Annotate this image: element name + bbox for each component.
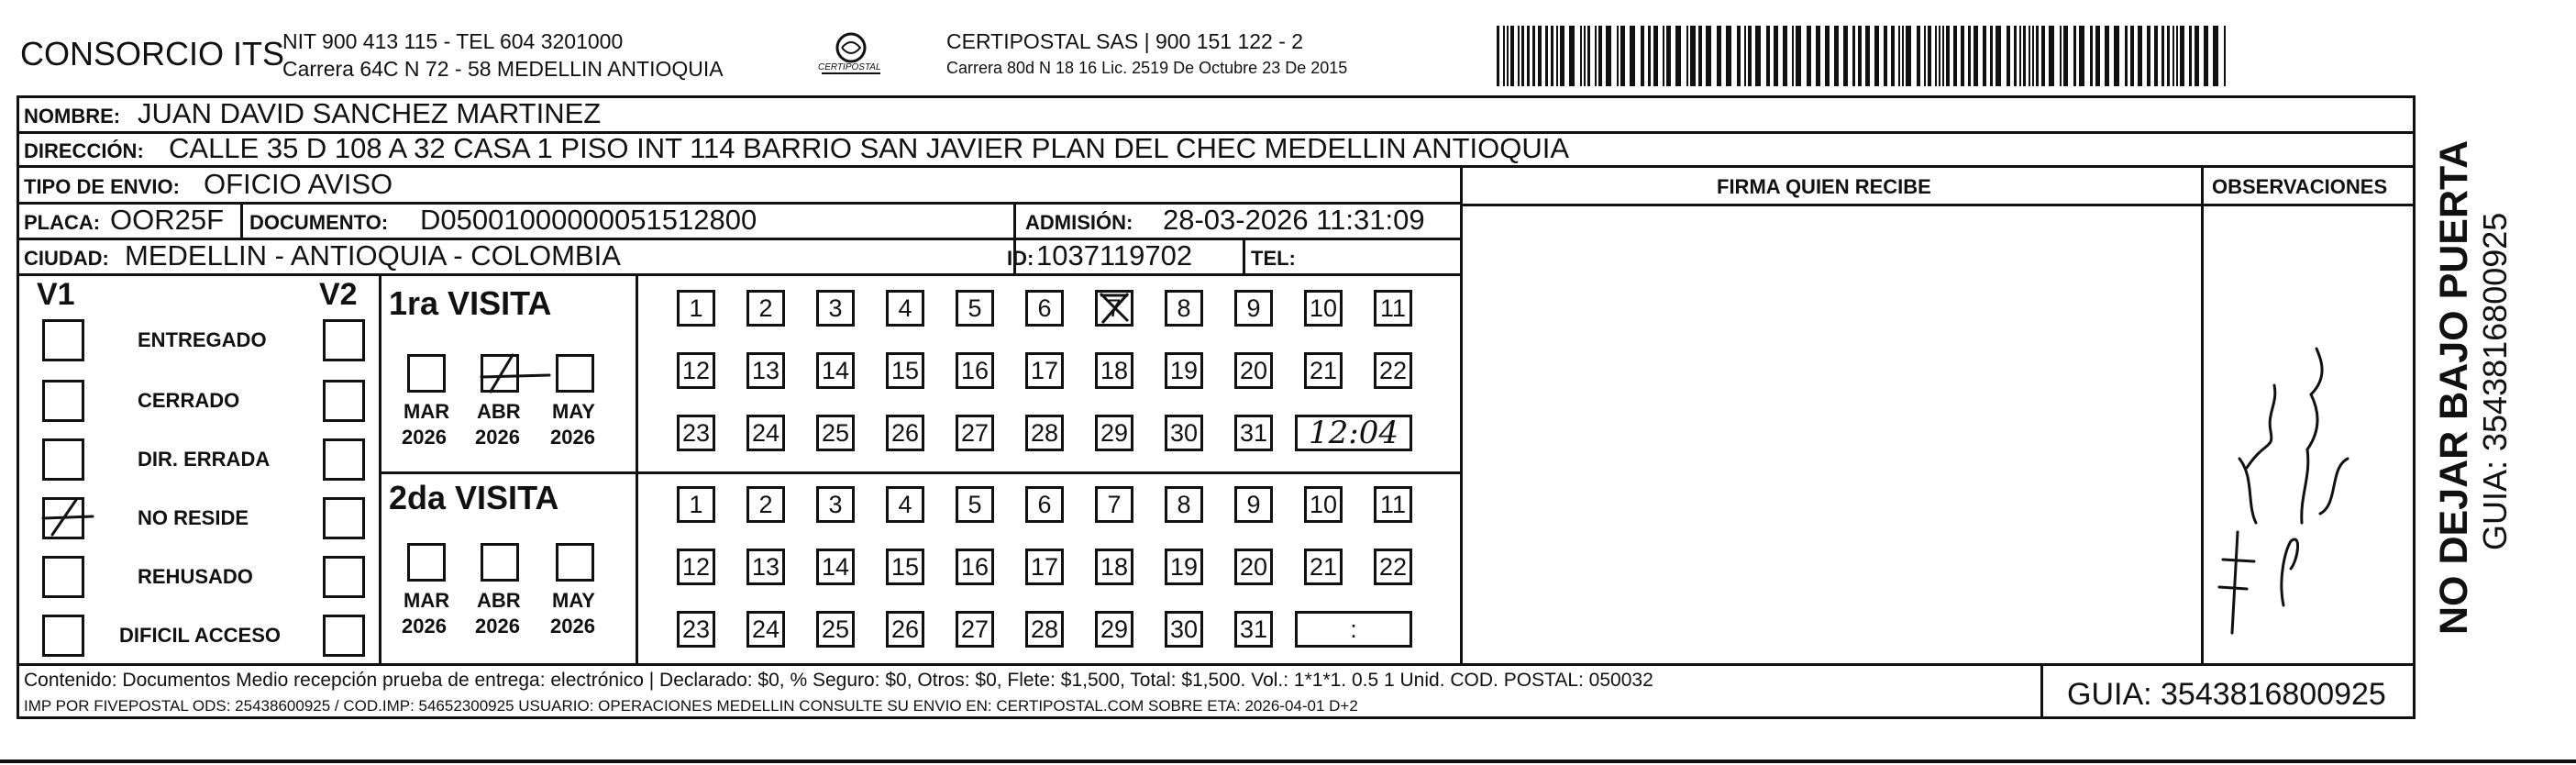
visita2-day-16[interactable]: 16 <box>956 549 994 585</box>
visita1-day-1[interactable]: 1 <box>677 290 715 327</box>
v2-checkbox-dificil-acceso[interactable] <box>323 615 365 657</box>
v1-checkbox-rehusado[interactable] <box>42 556 84 598</box>
visita1-day-16[interactable]: 16 <box>956 352 994 389</box>
ciudad-label: CIUDAD: <box>24 247 109 270</box>
visita2-day-1[interactable]: 1 <box>677 486 715 523</box>
visita2-day-19[interactable]: 19 <box>1165 549 1203 585</box>
visita2-day-23[interactable]: 23 <box>677 611 715 648</box>
visita2-day-13[interactable]: 13 <box>746 549 785 585</box>
v2-checkbox-entregado[interactable] <box>323 319 365 361</box>
visita2-day-12[interactable]: 12 <box>677 549 715 585</box>
id-value: 1037119702 <box>1036 239 1193 272</box>
visita2-day-21[interactable]: 21 <box>1304 549 1343 585</box>
documento-value: D05001000000051512800 <box>420 204 757 236</box>
visita2-day-10[interactable]: 10 <box>1304 486 1343 523</box>
visita2-day-31[interactable]: 31 <box>1234 611 1273 648</box>
visita1-day-8[interactable]: 8 <box>1165 290 1203 327</box>
visita2-day-9[interactable]: 9 <box>1234 486 1273 523</box>
visita1-day-13[interactable]: 13 <box>746 352 785 389</box>
visita1-day-17[interactable]: 17 <box>1025 352 1064 389</box>
visita2-day-18[interactable]: 18 <box>1095 549 1133 585</box>
carrier-address: Carrera 80d N 18 16 Lic. 2519 De Octubre 23 De 2015 <box>946 59 1348 77</box>
direccion-value: CALLE 35 D 108 A 32 CASA 1 PISO INT 114 BARRIO SAN JAVIER PLAN DEL CHEC MEDELLIN ANTIOQUIA <box>169 132 1570 164</box>
visita2-day-29[interactable]: 29 <box>1095 611 1133 648</box>
visita1-day-12[interactable]: 12 <box>677 352 715 389</box>
status-label-dir-errada: DIR. ERRADA <box>138 448 271 471</box>
visita2-month-name: ABR <box>477 589 521 612</box>
v2-label: V2 <box>319 277 358 312</box>
visita1-month-checkbox-may[interactable] <box>556 354 594 393</box>
visita1-day-7[interactable]: 7 <box>1095 290 1133 327</box>
v2-checkbox-cerrado[interactable] <box>323 380 365 422</box>
visita2-day-2[interactable]: 2 <box>746 486 785 523</box>
visita1-month-checkbox-mar[interactable] <box>407 354 446 393</box>
visita2-day-11[interactable]: 11 <box>1374 486 1412 523</box>
carrier-name: CERTIPOSTAL SAS | 900 151 122 - 2 <box>946 29 1304 53</box>
v1-checkbox-no-reside[interactable] <box>42 497 84 539</box>
visita2-day-8[interactable]: 8 <box>1165 486 1203 523</box>
visita1-month-year: 2026 <box>475 426 520 449</box>
observaciones-handwriting <box>2183 330 2384 642</box>
visita1-month-name: MAY <box>552 400 595 423</box>
visita2-day-24[interactable]: 24 <box>746 611 785 648</box>
visita1-month-year: 2026 <box>550 426 595 449</box>
visita2-day-3[interactable]: 3 <box>816 486 855 523</box>
visita2-day-28[interactable]: 28 <box>1025 611 1064 648</box>
visita2-day-15[interactable]: 15 <box>886 549 924 585</box>
visita2-day-30[interactable]: 30 <box>1165 611 1203 648</box>
v1-checkbox-dir-errada[interactable] <box>42 438 84 481</box>
visita1-day-10[interactable]: 10 <box>1304 290 1343 327</box>
visita1-day-11[interactable]: 11 <box>1374 290 1412 327</box>
status-label-entregado: ENTREGADO <box>138 328 267 351</box>
visita2-day-26[interactable]: 26 <box>886 611 924 648</box>
nombre-label: NOMBRE: <box>24 105 121 128</box>
tel-label: TEL: <box>1251 247 1296 270</box>
tipo-label: TIPO DE ENVIO: <box>24 175 180 198</box>
observaciones-header: OBSERVACIONES <box>2212 175 2388 198</box>
visita1-day-6[interactable]: 6 <box>1025 290 1064 327</box>
visita2-day-14[interactable]: 14 <box>816 549 855 585</box>
id-label: ID: <box>1007 247 1034 270</box>
side-line2: GUIA: 3543816800925 <box>2476 212 2514 550</box>
status-label-cerrado: CERRADO <box>138 389 240 412</box>
v2-checkbox-rehusado[interactable] <box>323 556 365 598</box>
visita1-day-24[interactable]: 24 <box>746 415 785 451</box>
visita1-day-22[interactable]: 22 <box>1374 352 1412 389</box>
v1-checkbox-cerrado[interactable] <box>42 380 84 422</box>
visita1-day-15[interactable]: 15 <box>886 352 924 389</box>
visita1-day-2[interactable]: 2 <box>746 290 785 327</box>
sender-nit: NIT 900 413 115 - TEL 604 3201000 <box>282 29 624 53</box>
visita1-day-4[interactable]: 4 <box>886 290 924 327</box>
visita2-month-checkbox-abr[interactable] <box>481 543 519 582</box>
visita1-day-3[interactable]: 3 <box>816 290 855 327</box>
v2-checkbox-no-reside[interactable] <box>323 497 365 539</box>
sender-name: CONSORCIO ITS <box>20 35 285 72</box>
visita2-month-year: 2026 <box>550 615 595 638</box>
visita2-month-name: MAR <box>404 589 450 612</box>
visita2-month-name: MAY <box>552 589 595 612</box>
v1-checkbox-dificil-acceso[interactable] <box>42 615 84 657</box>
visita2-month-year: 2026 <box>475 615 520 638</box>
visita2-month-year: 2026 <box>402 615 447 638</box>
visita1-month-name: ABR <box>477 400 521 423</box>
direccion-label: DIRECCIÓN: <box>24 139 144 162</box>
placa-label: PLACA: <box>24 211 101 234</box>
visita1-time-field[interactable]: 12:04 <box>1295 415 1412 451</box>
visita2-month-checkbox-mar[interactable] <box>407 543 446 582</box>
status-label-dificil-acceso: DIFICIL ACCESO <box>119 624 282 647</box>
side-text <box>2421 119 2549 642</box>
visita2-day-22[interactable]: 22 <box>1374 549 1412 585</box>
status-label-no-reside: NO RESIDE <box>138 506 249 529</box>
documento-label: DOCUMENTO: <box>249 211 389 234</box>
visita1-title: 1ra VISITA <box>389 284 552 322</box>
visita2-day-20[interactable]: 20 <box>1234 549 1273 585</box>
visita2-day-6[interactable]: 6 <box>1025 486 1064 523</box>
visita1-month-checkbox-abr[interactable] <box>481 354 519 393</box>
footer-contenido: Contenido: Documentos Medio recepción prueba de entrega: electrónico | Declarado: $0, % Seguro: $0, Otros: $0, Flete: $1,500, Total: $1,500. Vol.: 1*1*1. 0.5 1 Unid. COD. POSTAL: 050032 <box>24 670 1653 691</box>
visita1-day-28[interactable]: 28 <box>1025 415 1064 451</box>
v2-checkbox-dir-errada[interactable] <box>323 438 365 481</box>
tipo-value: OFICIO AVISO <box>204 168 393 200</box>
visita1-day-14[interactable]: 14 <box>816 352 855 389</box>
visita1-day-30[interactable]: 30 <box>1165 415 1203 451</box>
ciudad-value: MEDELLIN - ANTIOQUIA - COLOMBIA <box>125 239 621 272</box>
visita2-day-27[interactable]: 27 <box>956 611 994 648</box>
visita1-day-23[interactable]: 23 <box>677 415 715 451</box>
visita2-day-25[interactable]: 25 <box>816 611 855 648</box>
visita1-day-19[interactable]: 19 <box>1165 352 1203 389</box>
v1-label: V1 <box>37 277 75 312</box>
footer-imp: IMP POR FIVEPOSTAL ODS: 25438600925 / COD.IMP: 54652300925 USUARIO: OPERACIONES MEDELLIN CONSULTE SU ENVIO EN: CERTIPOSTAL.COM SOBRE ETA: 2026-04-01 D+2 <box>24 697 1358 715</box>
visita2-time-field[interactable]: : <box>1295 611 1412 648</box>
v1-checkbox-entregado[interactable] <box>42 319 84 361</box>
barcode <box>1497 26 2230 86</box>
visita2-month-checkbox-may[interactable] <box>556 543 594 582</box>
sender-address: Carrera 64C N 72 - 58 MEDELLIN ANTIOQUIA <box>282 57 724 81</box>
visita2-day-5[interactable]: 5 <box>956 486 994 523</box>
visita1-day-18[interactable]: 18 <box>1095 352 1133 389</box>
visita1-month-name: MAR <box>404 400 450 423</box>
visita1-day-25[interactable]: 25 <box>816 415 855 451</box>
visita1-day-31[interactable]: 31 <box>1234 415 1273 451</box>
visita1-day-5[interactable]: 5 <box>956 290 994 327</box>
visita1-day-9[interactable]: 9 <box>1234 290 1273 327</box>
visita1-day-29[interactable]: 29 <box>1095 415 1133 451</box>
admision-label: ADMISIÓN: <box>1025 211 1133 234</box>
visita1-day-21[interactable]: 21 <box>1304 352 1343 389</box>
visita1-month-year: 2026 <box>402 426 447 449</box>
visita1-day-27[interactable]: 27 <box>956 415 994 451</box>
admision-value: 28-03-2026 11:31:09 <box>1163 204 1425 236</box>
firma-header: FIRMA QUIEN RECIBE <box>1717 175 1931 198</box>
visita2-day-17[interactable]: 17 <box>1025 549 1064 585</box>
placa-value: OOR25F <box>110 204 225 236</box>
visita2-title: 2da VISITA <box>389 479 559 516</box>
visita2-day-7[interactable]: 7 <box>1095 486 1133 523</box>
visita2-day-4[interactable]: 4 <box>886 486 924 523</box>
status-label-rehusado: REHUSADO <box>138 565 253 588</box>
footer-guia: GUIA: 3543816800925 <box>2067 677 2386 712</box>
visita1-day-26[interactable]: 26 <box>886 415 924 451</box>
visita1-day-20[interactable]: 20 <box>1234 352 1273 389</box>
certipostal-logo <box>814 29 888 81</box>
nombre-value: JUAN DAVID SANCHEZ MARTINEZ <box>138 97 602 129</box>
logo-text: CERTIPOSTAL <box>818 62 881 72</box>
side-line1: NO DEJAR BAJO PUERTA <box>2432 139 2476 635</box>
